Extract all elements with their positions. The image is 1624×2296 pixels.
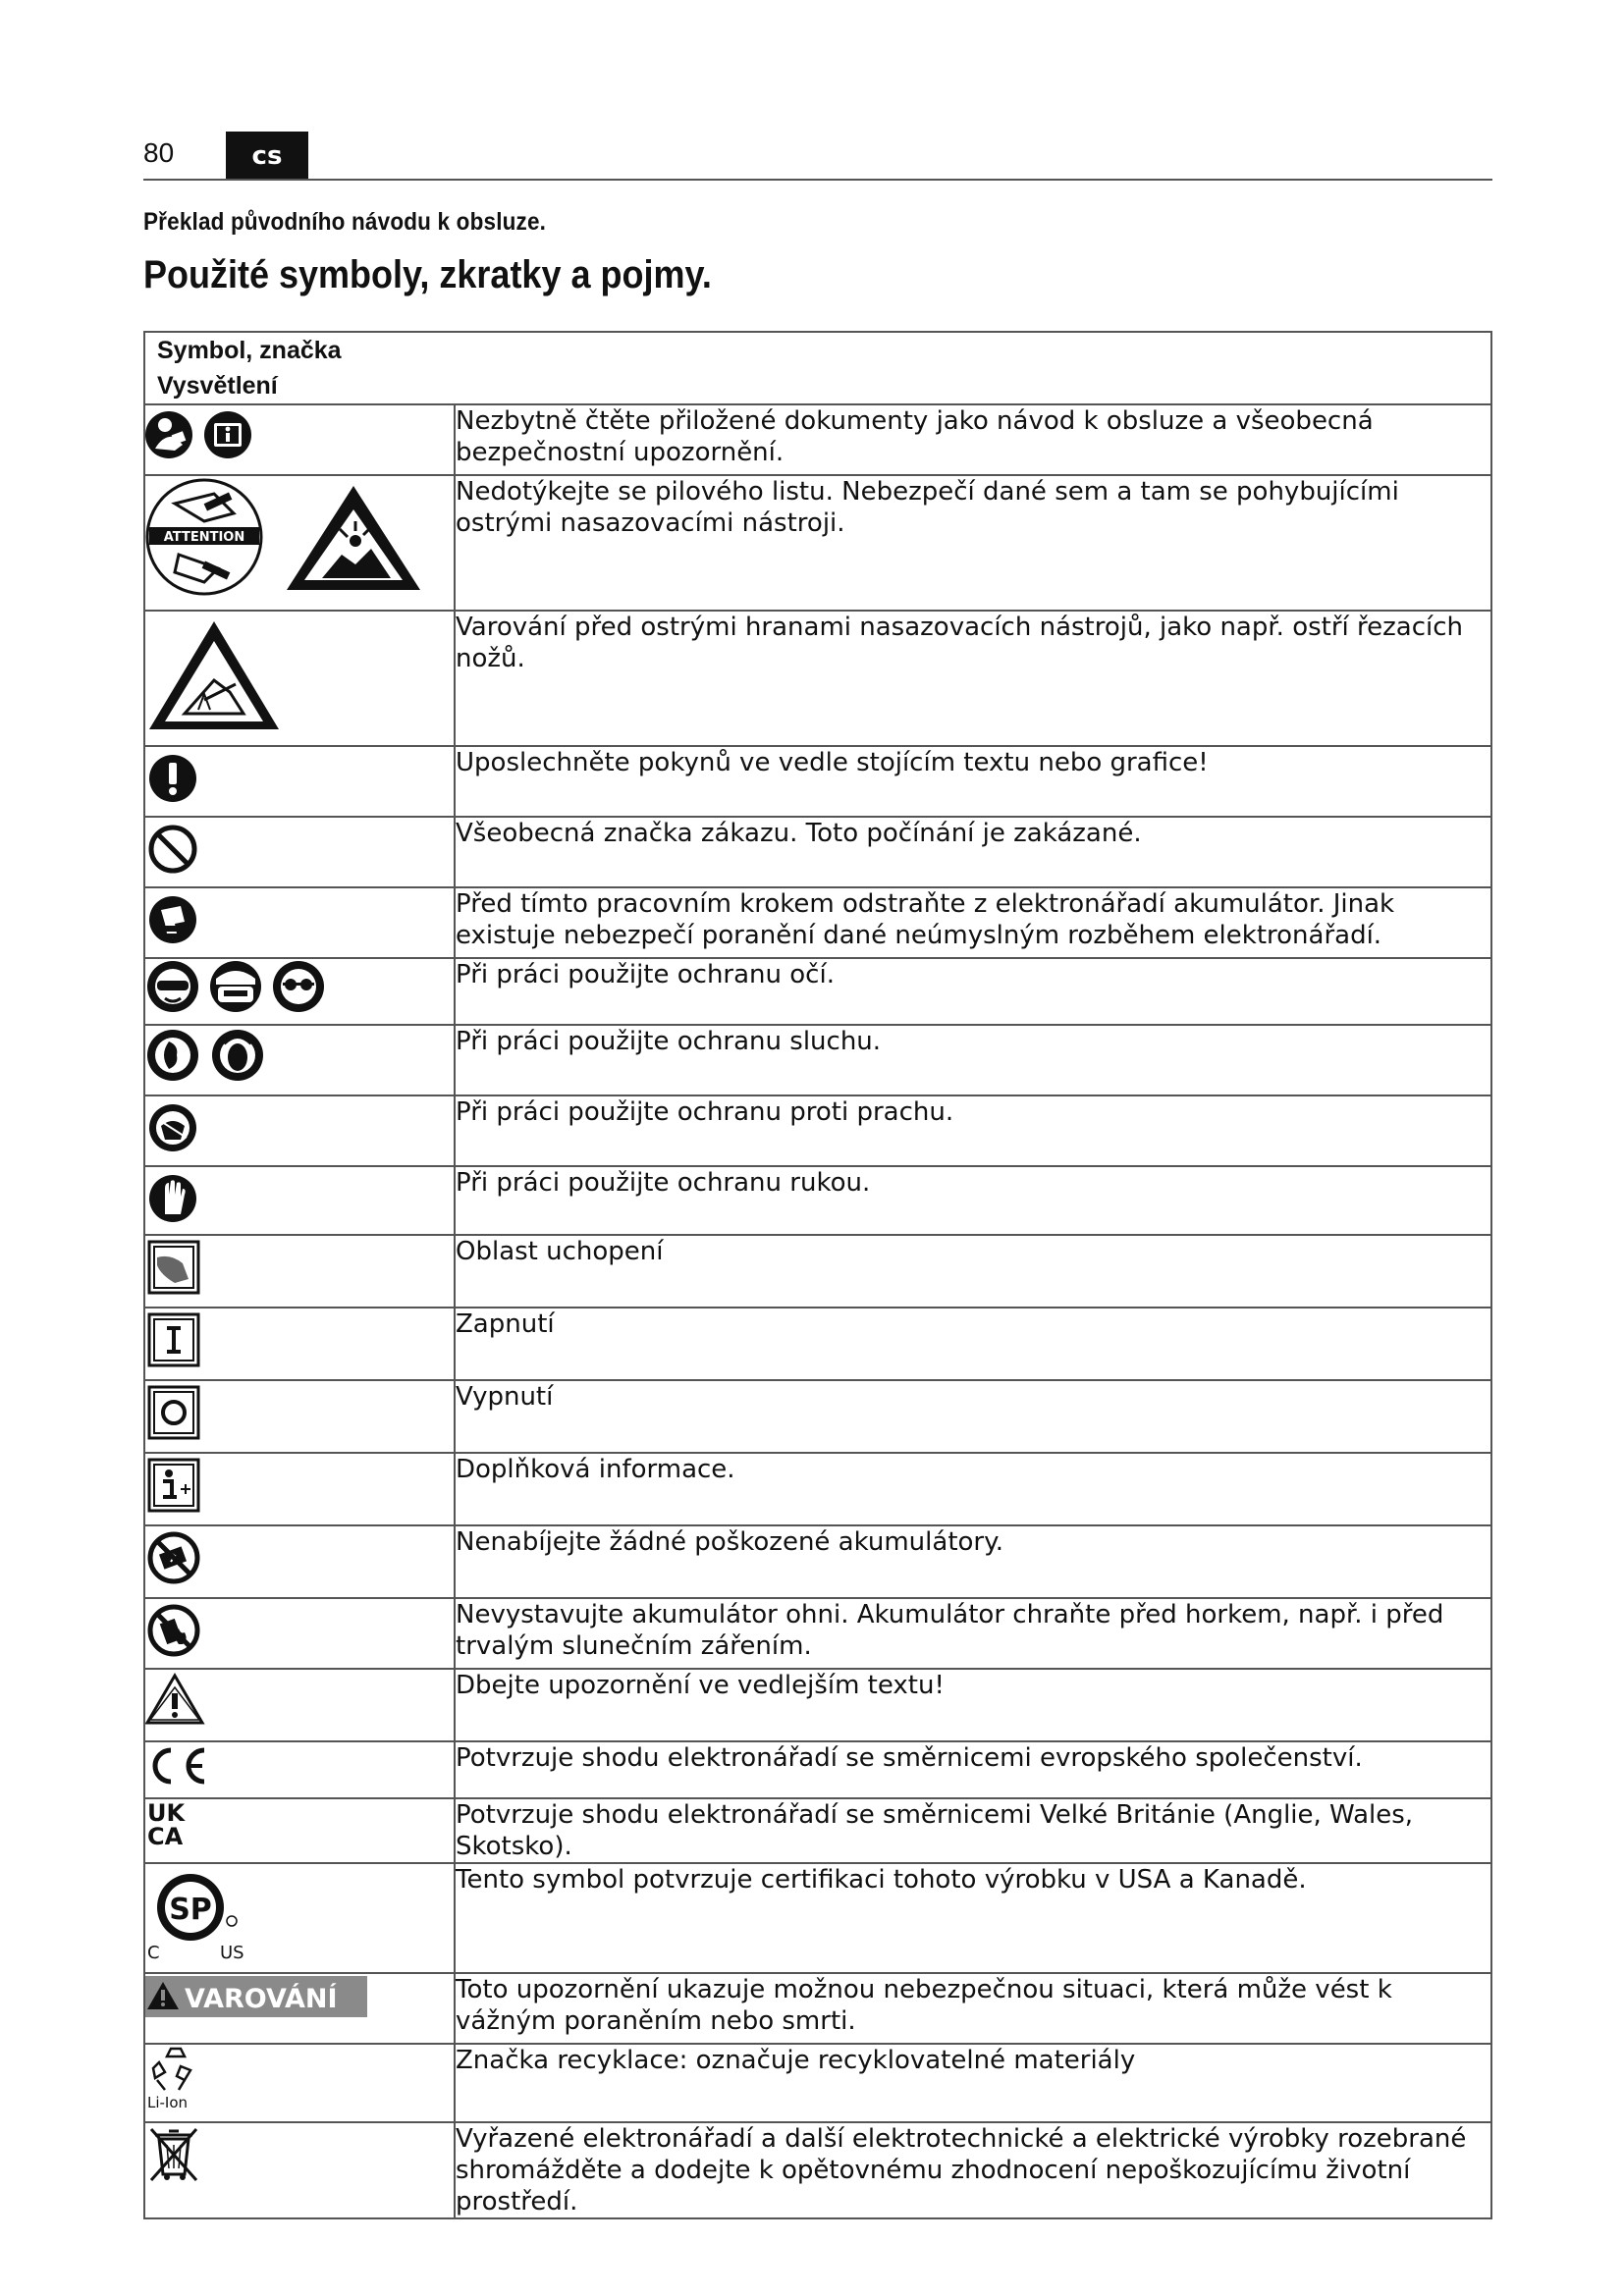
table-row <box>144 1308 1491 1380</box>
explanation-text: Nenabíjejte žádné poškozené akumulátory. <box>455 1525 1491 1598</box>
table-row <box>144 404 1491 475</box>
power-off-icon <box>149 1387 198 1438</box>
svg-text:Li-Ion: Li-Ion <box>147 2094 189 2111</box>
no-damaged-battery-icon <box>150 1534 197 1581</box>
svg-text:US: US <box>220 1943 244 1962</box>
table-row <box>144 1973 1491 2044</box>
ce-mark-icon <box>155 1750 204 1782</box>
table-header-row <box>144 332 1491 404</box>
table-row <box>144 1669 1491 1741</box>
explanation-text: Nevystavujte akumulátor ohni. Akumulátor chraňte před horkem, např. i před trvalým slunečním zářením. <box>455 1598 1491 1669</box>
symbol-cell <box>144 1669 455 1741</box>
explanation-text: Značka recyklace: označuje recyklovatelné materiály <box>455 2044 1491 2122</box>
info-book-icon <box>204 411 251 458</box>
explanation-text: Dbejte upozornění ve vedlejším textu! <box>455 1669 1491 1741</box>
symbol-cell <box>144 958 455 1025</box>
explanation-text: Toto upozornění ukazuje možnou nebezpečnou situaci, která může vést k vážným poraněním nebo smrti. <box>455 1973 1491 2044</box>
symbol-cell <box>144 1453 455 1525</box>
table-row <box>144 1798 1491 1863</box>
table-row <box>144 1863 1491 1973</box>
explanation-text: Při práci použijte ochranu sluchu. <box>455 1025 1491 1095</box>
explanation-text: Vyřazené elektronářadí a další elektrotechnické a elektrické výrobky rozebrané shromážděte a dodejte k opětovnému zhodnocení nepoškozujícímu životní prostředí. <box>455 2122 1491 2218</box>
explanation-text: Potvrzuje shodu elektronářadí se směrnicemi evropského společenství. <box>455 1741 1491 1798</box>
svg-text:UK: UK <box>147 1799 186 1827</box>
sharp-edge-warning-icon <box>149 621 279 729</box>
language-tab: cs <box>226 132 308 181</box>
explanation-text: Varování před ostrými hranami nasazovacích nástrojů, jako např. ostří řezacích nožů. <box>455 611 1491 746</box>
symbol-cell <box>144 2044 455 2122</box>
symbol-cell <box>144 1235 455 1308</box>
explanation-text: Při práci použijte ochranu proti prachu. <box>455 1095 1491 1166</box>
explanation-text: Doplňková informace. <box>455 1453 1491 1525</box>
exclamation-icon <box>149 755 196 802</box>
table-row <box>144 746 1491 817</box>
explanation-text: Nezbytně čtěte přiložené dokumenty jako návod k obsluze a všeobecná bezpečnostní upozornění. <box>455 404 1491 475</box>
power-on-icon <box>149 1314 198 1365</box>
header-symbol: Symbol, značka Vysvětlení <box>144 332 455 404</box>
table-row <box>144 1025 1491 1095</box>
symbol-cell <box>144 887 455 958</box>
symbol-cell <box>144 2122 455 2218</box>
crossed-bin-icon <box>151 2129 196 2180</box>
read-manual-icon <box>145 411 192 458</box>
symbol-cell <box>144 1308 455 1380</box>
table-row <box>144 475 1491 611</box>
ear-muffs-icon <box>212 1030 263 1081</box>
svg-text:CA: CA <box>147 1823 184 1848</box>
eye-protection-icon <box>147 961 198 1012</box>
table-row <box>144 1095 1491 1166</box>
grip-area-icon <box>149 1242 198 1293</box>
recycling-li-ion-icon <box>147 2049 190 2111</box>
table-row <box>144 2122 1491 2218</box>
symbol-cell <box>144 404 455 475</box>
explanation-text: Všeobecná značka zákazu. Toto počínání je zakázané. <box>455 817 1491 887</box>
explanation-text: Nedotýkejte se pilového listu. Nebezpečí dané sem a tam se pohybujícími ostrými nasazovacími nástroji. <box>455 475 1491 611</box>
warning-triangle-icon <box>147 1676 202 1723</box>
warning-blade-triangle-icon <box>287 486 420 590</box>
symbol-cell <box>144 1598 455 1669</box>
explanation-text: Při práci použijte ochranu očí. <box>455 958 1491 1025</box>
symbol-cell <box>144 1525 455 1598</box>
svg-text:C: C <box>147 1943 160 1962</box>
csa-mark-icon <box>147 1874 244 1962</box>
table-row <box>144 1235 1491 1308</box>
table-row <box>144 1453 1491 1525</box>
table-row <box>144 1525 1491 1598</box>
explanation-text: Oblast uchopení <box>455 1235 1491 1308</box>
goggles-icon <box>273 961 324 1012</box>
svg-text:ATTENTION: ATTENTION <box>163 530 245 545</box>
page-number: 80 <box>143 137 175 168</box>
symbol-cell <box>144 1798 455 1863</box>
explanation-text: Před tímto pracovním krokem odstraňte z elektronářadí akumulátor. Jinak existuje nebezpečí poranění dané neúmyslným rozběhem elektronářadí. <box>455 887 1491 958</box>
explanation-text: Tento symbol potvrzuje certifikaci tohoto výrobku v USA a Kanadě. <box>455 1863 1491 1973</box>
symbol-cell <box>144 1095 455 1166</box>
symbol-cell <box>144 1973 455 2044</box>
symbol-cell <box>144 817 455 887</box>
table-row <box>144 958 1491 1025</box>
attention-blade-icon <box>147 480 261 594</box>
symbol-cell <box>144 1863 455 1973</box>
symbol-cell <box>144 1025 455 1095</box>
svg-text:SP: SP <box>169 1893 212 1927</box>
table-row <box>144 817 1491 887</box>
dust-mask-icon <box>149 1104 196 1151</box>
explanation-text: Při práci použijte ochranu rukou. <box>455 1166 1491 1235</box>
face-shield-icon <box>210 961 261 1012</box>
symbol-cell <box>144 1741 455 1798</box>
varovani-label-icon <box>145 1976 367 2017</box>
symbol-cell <box>144 475 455 611</box>
explanation-text: Vypnutí <box>455 1380 1491 1453</box>
document-subtitle: Překlad původního návodu k obsluze. <box>143 208 547 236</box>
info-plus-icon <box>149 1460 198 1511</box>
explanation-text: Uposlechněte pokynů ve vedle stojícím textu nebo grafice! <box>455 746 1491 817</box>
table-row <box>144 1598 1491 1669</box>
header-explanation <box>455 332 1491 404</box>
symbol-cell <box>144 1166 455 1235</box>
header-rule <box>143 179 1492 181</box>
table-row <box>144 887 1491 958</box>
gloves-icon <box>149 1175 196 1222</box>
table-row <box>144 1741 1491 1798</box>
no-fire-battery-icon <box>150 1607 197 1654</box>
symbols-table <box>143 331 1492 2219</box>
table-row <box>144 1380 1491 1453</box>
table-row <box>144 1166 1491 1235</box>
table-row <box>144 2044 1491 2122</box>
ukca-mark-icon <box>147 1799 186 1848</box>
page-title: Použité symboly, zkratky a pojmy. <box>143 253 712 296</box>
table-row <box>144 611 1491 746</box>
prohibition-icon <box>151 828 194 871</box>
symbol-cell <box>144 611 455 746</box>
ear-protection-icon <box>147 1030 198 1081</box>
symbol-cell <box>144 1380 455 1453</box>
svg-text:VAROVÁNÍ: VAROVÁNÍ <box>185 1984 338 2014</box>
explanation-text: Potvrzuje shodu elektronářadí se směrnicemi Velké Británie (Anglie, Wales, Skotsko). <box>455 1798 1491 1863</box>
explanation-text: Zapnutí <box>455 1308 1491 1380</box>
remove-battery-icon <box>149 896 196 943</box>
symbol-cell <box>144 746 455 817</box>
